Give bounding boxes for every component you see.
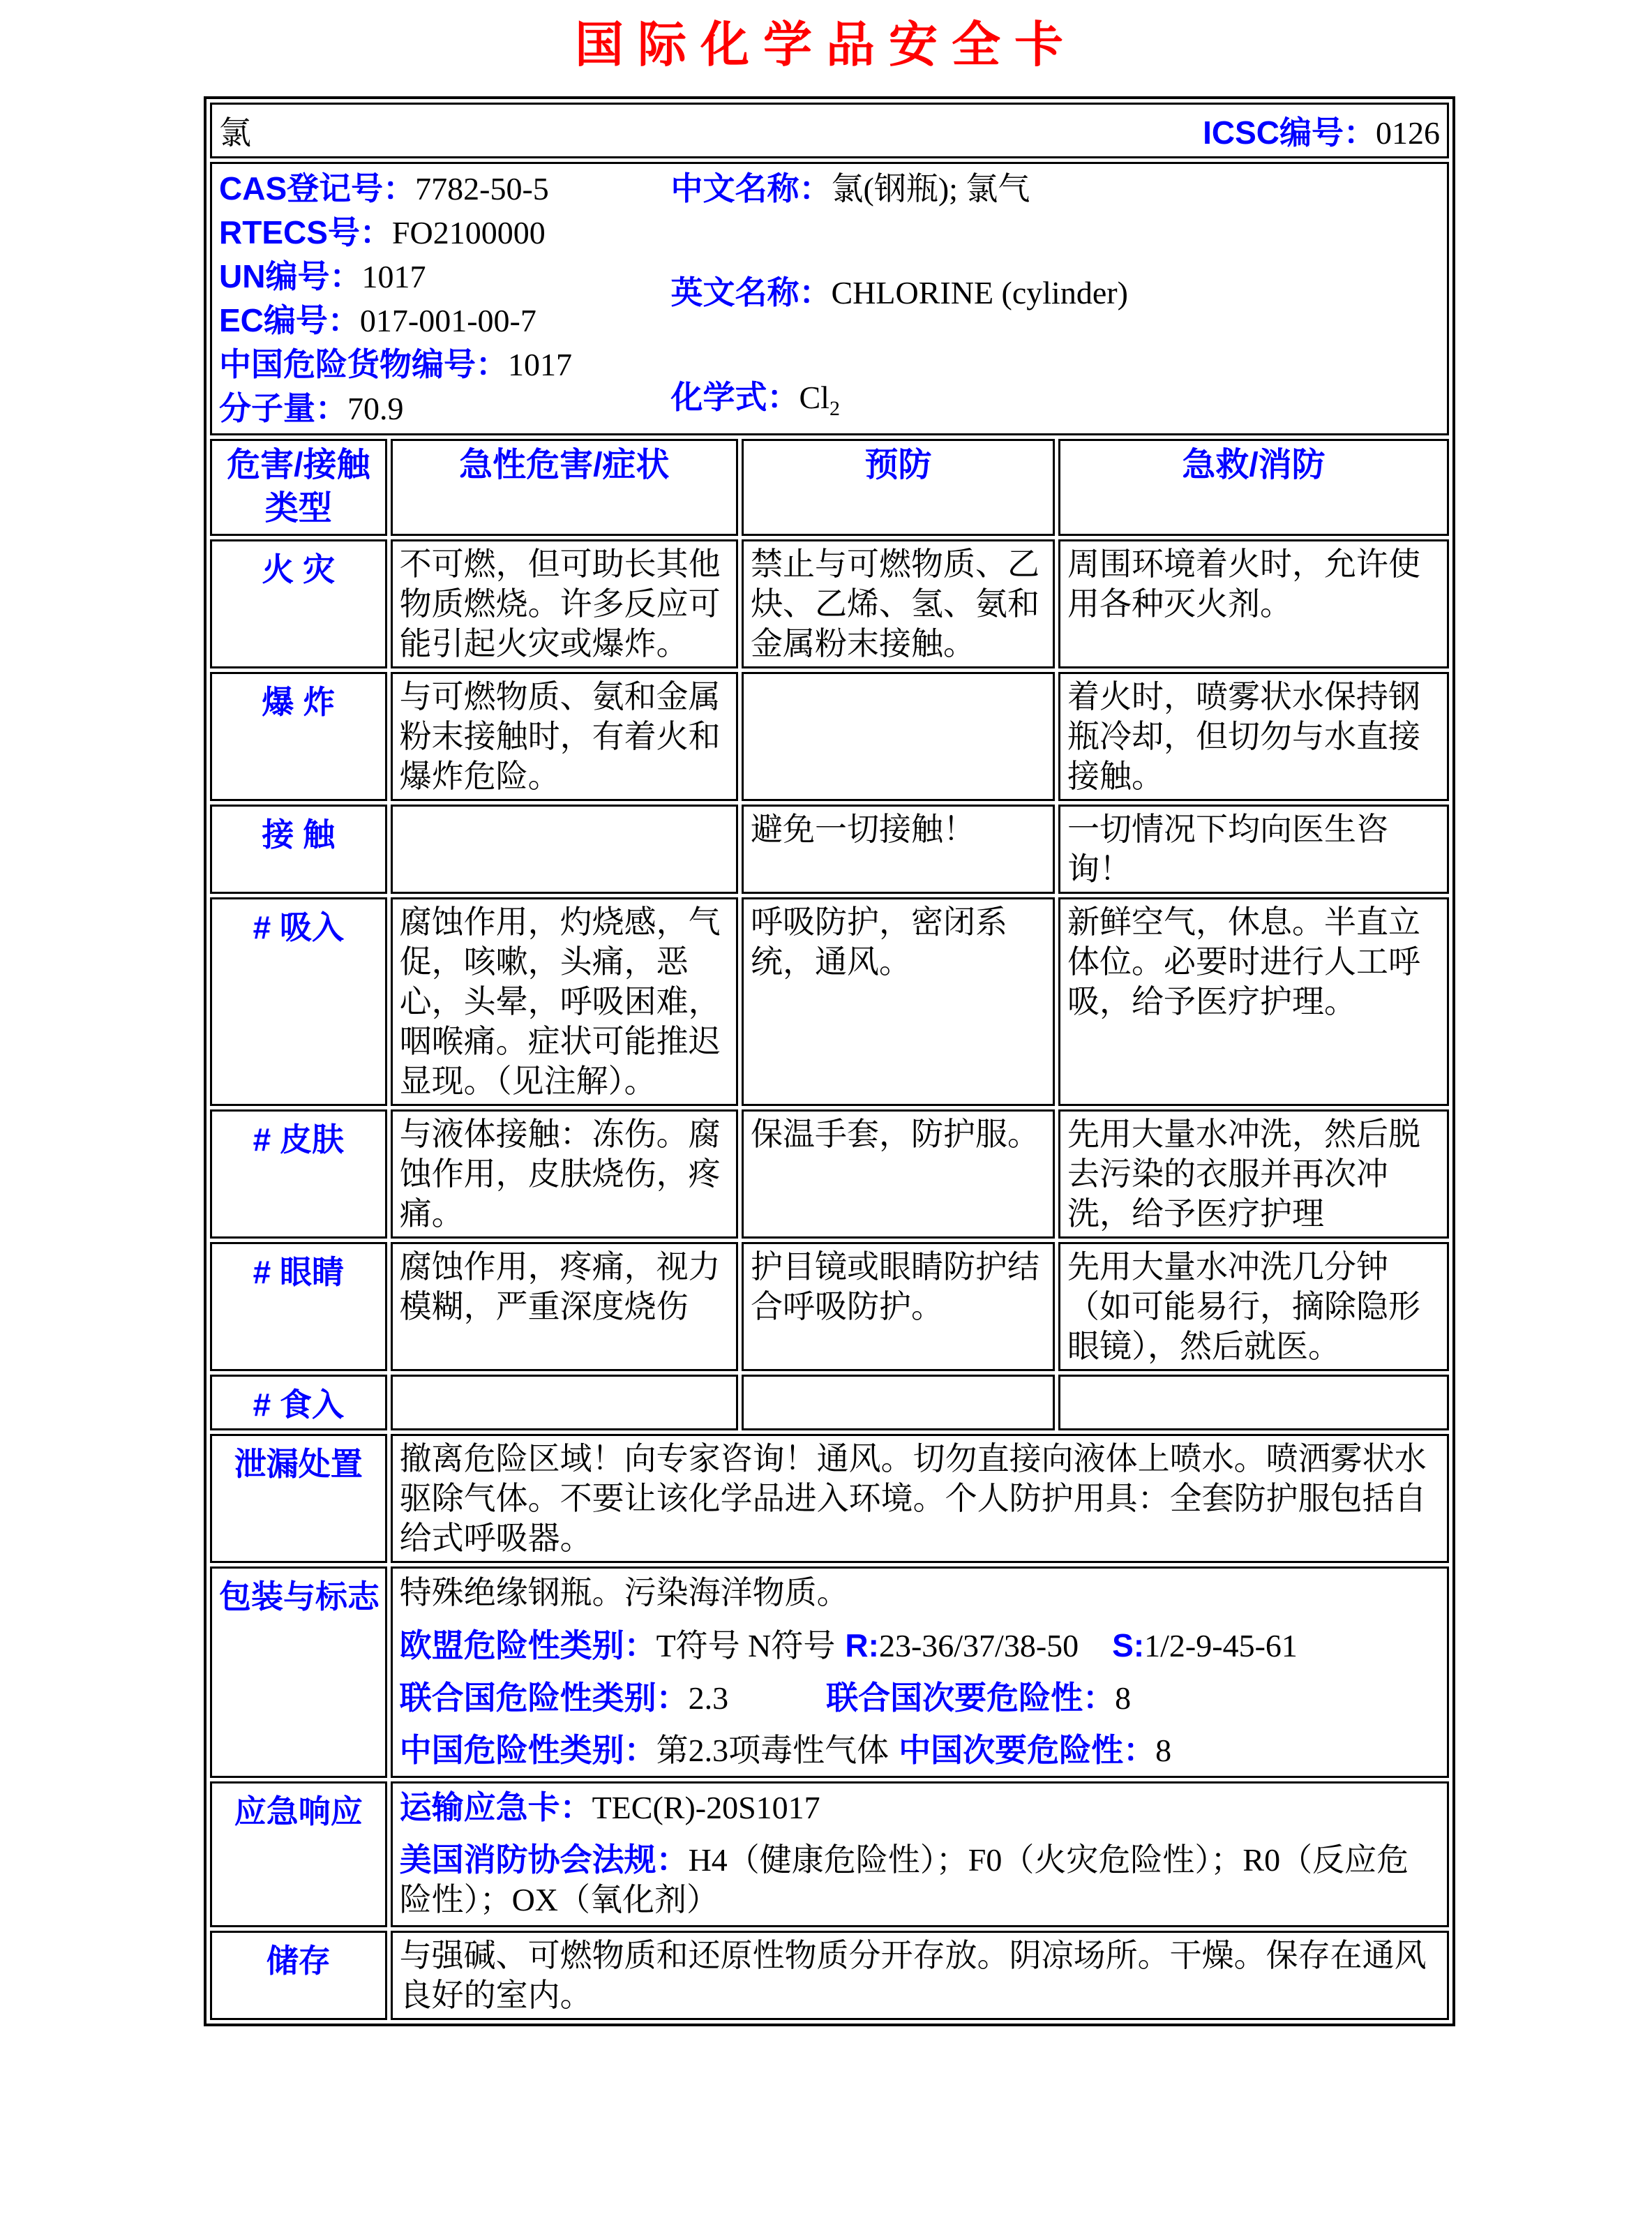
col-header-first-aid: 急救/消防 bbox=[1058, 439, 1449, 536]
hazard-row-skin bbox=[210, 1109, 1449, 1239]
transport-emergency-card-line: 运输应急卡：TEC(R)-20S1017 bbox=[399, 1788, 820, 1825]
row-label-storage: 储存 bbox=[210, 1931, 387, 2020]
eyes-symptoms: 腐蚀作用，疼痛，视力模糊，严重深度烧伤 bbox=[391, 1242, 738, 1371]
hazard-header-row bbox=[210, 439, 1449, 536]
hazard-row-inhalation bbox=[210, 897, 1449, 1106]
row-label-explosion: 爆 炸 bbox=[210, 672, 387, 801]
eyes-prevention: 护目镜或眼睛防护结合呼吸防护。 bbox=[742, 1242, 1055, 1371]
contact-symptoms bbox=[391, 805, 738, 894]
ingestion-first-aid bbox=[1058, 1375, 1449, 1430]
explosion-prevention bbox=[742, 672, 1055, 801]
substance-name: 氯 bbox=[219, 115, 251, 151]
icsc-number: 0126 bbox=[1376, 115, 1440, 151]
row-label-packaging: 包装与标志 bbox=[210, 1566, 387, 1777]
hazard-row-eyes bbox=[210, 1242, 1449, 1371]
name-row bbox=[210, 103, 1449, 158]
fire-first-aid: 周围环境着火时，允许使用各种灭火剂。 bbox=[1058, 539, 1449, 668]
packaging-un-line: 联合国危险性类别：2.3 联合国次要危险性：8 bbox=[399, 1679, 1132, 1716]
fire-prevention: 禁止与可燃物质、乙炔、乙烯、氢、氨和金属粉末接触。 bbox=[742, 539, 1055, 668]
col-header-hazard-type: 危害/接触类型 bbox=[210, 439, 387, 536]
packaging-general-line: 特殊绝缘钢瓶。污染海洋物质。 bbox=[399, 1575, 849, 1611]
explosion-first-aid: 着火时，喷雾状水保持钢瓶冷却，但切勿与水直接接触。 bbox=[1058, 672, 1449, 801]
packaging-cn-line: 中国危险性类别：第2.3项毒性气体 中国次要危险性：8 bbox=[399, 1731, 1172, 1768]
un-number-line: UN编号：1017 bbox=[219, 258, 426, 294]
china-hazard-class-label: 中国危险性类别： bbox=[399, 1731, 656, 1768]
safety-card-table bbox=[204, 96, 1455, 2026]
tec-label: 运输应急卡： bbox=[399, 1788, 592, 1825]
nfpa-code-line: 美国消防协会法规：H4（健康危险性）；F0（火灾危险性）；R0（反应危险性）；OX（氧化剂） bbox=[399, 1841, 1409, 1917]
s-phrases-label: S: bbox=[1112, 1627, 1145, 1663]
row-label-emergency: 应急响应 bbox=[210, 1781, 387, 1927]
inhalation-symptoms: 腐蚀作用，灼烧感，气促，咳嗽，头痛，恶心，头晕，呼吸困难，咽喉痛。症状可能推迟显现。（见注解）。 bbox=[391, 897, 738, 1106]
cas-number-line: CAS登记号：7782-50-5 bbox=[219, 170, 549, 207]
row-label-inhalation: # 吸入 bbox=[210, 897, 387, 1106]
inhalation-first-aid: 新鲜空气，休息。半直立体位。必要时进行人工呼吸，给予医疗护理。 bbox=[1058, 897, 1449, 1106]
hazard-row-fire bbox=[210, 539, 1449, 668]
col-header-prevention: 预防 bbox=[742, 439, 1055, 536]
un-subsidiary-risk-label: 联合国次要危险性： bbox=[826, 1679, 1116, 1716]
identification-right-column bbox=[671, 167, 1441, 431]
spill-row bbox=[210, 1434, 1449, 1563]
storage-text: 与强碱、可燃物质和还原性物质分开存放。阴凉场所。干燥。保存在通风良好的室内。 bbox=[391, 1931, 1449, 2020]
spill-text: 撤离危险区域！向专家咨询！通风。切勿直接向液体上喷水。喷洒雾状水驱除气体。不要让该化学品进入环境。个人防护用具：全套防护服包括自给式呼吸器。 bbox=[391, 1434, 1449, 1563]
row-label-spill: 泄漏处置 bbox=[210, 1434, 387, 1563]
row-label-eyes: # 眼睛 bbox=[210, 1242, 387, 1371]
molecular-weight-line: 分子量：70.9 bbox=[219, 390, 404, 426]
identification-row bbox=[210, 162, 1449, 435]
fire-symptoms: 不可燃，但可助长其他物质燃烧。许多反应可能引起火灾或爆炸。 bbox=[391, 539, 738, 668]
english-name-line: 英文名称：CHLORINE (cylinder) bbox=[670, 274, 1128, 311]
packaging-row bbox=[210, 1566, 1449, 1777]
row-label-ingestion: # 食入 bbox=[210, 1375, 387, 1430]
rtecs-number-line: RTECS号：FO2100000 bbox=[219, 214, 546, 250]
un-hazard-class-label: 联合国危险性类别： bbox=[399, 1679, 689, 1716]
formula-subscript: 2 bbox=[829, 397, 840, 420]
chinese-name-line: 中文名称：氯(钢瓶); 氯气 bbox=[670, 170, 1030, 207]
contact-first-aid: 一切情况下均向医生咨询！ bbox=[1058, 805, 1449, 894]
ec-number-line: EC编号：017-001-00-7 bbox=[219, 302, 536, 338]
china-dg-number-line: 中国危险货物编号：1017 bbox=[219, 346, 572, 382]
r-phrases-label: R: bbox=[845, 1627, 879, 1663]
row-label-contact: 接 触 bbox=[210, 805, 387, 894]
explosion-symptoms: 与可燃物质、氨和金属粉末接触时，有着火和爆炸危险。 bbox=[391, 672, 738, 801]
storage-row bbox=[210, 1931, 1449, 2020]
hazard-row-ingestion bbox=[210, 1375, 1449, 1430]
ingestion-prevention bbox=[742, 1375, 1055, 1430]
row-label-skin: # 皮肤 bbox=[210, 1109, 387, 1239]
china-subsidiary-risk-label: 中国次要危险性： bbox=[899, 1731, 1156, 1768]
row-label-fire: 火 灾 bbox=[210, 539, 387, 668]
icsc-number-group bbox=[1203, 107, 1440, 154]
nfpa-label: 美国消防协会法规： bbox=[399, 1841, 689, 1878]
icsc-label: ICSC编号： bbox=[1203, 114, 1376, 151]
emergency-row bbox=[210, 1781, 1449, 1927]
page-title: 国际化学品安全卡 bbox=[575, 19, 1077, 73]
eyes-first-aid: 先用大量水冲洗几分钟（如可能易行，摘除隐形眼镜），然后就医。 bbox=[1058, 1242, 1449, 1371]
skin-symptoms: 与液体接触：冻伤。腐蚀作用，皮肤烧伤，疼痛。 bbox=[391, 1109, 738, 1239]
skin-prevention: 保温手套，防护服。 bbox=[742, 1109, 1055, 1239]
skin-first-aid: 先用大量水冲洗，然后脱去污染的衣服并再次冲洗，给予医疗护理 bbox=[1058, 1109, 1449, 1239]
identification-left-column bbox=[219, 167, 671, 431]
hazard-row-contact bbox=[210, 805, 1449, 894]
eu-hazard-class-label: 欧盟危险性类别： bbox=[399, 1627, 656, 1663]
inhalation-prevention: 呼吸防护，密闭系统，通风。 bbox=[742, 897, 1055, 1106]
packaging-eu-line: 欧盟危险性类别：T符号 N符号 R:23-36/37/38-50 S:1/2-9-45-61 bbox=[399, 1627, 1298, 1663]
chemical-formula-line: 化学式：$Cl_2$ bbox=[670, 378, 840, 420]
hazard-row-explosion bbox=[210, 672, 1449, 801]
contact-prevention: 避免一切接触！ bbox=[742, 805, 1055, 894]
col-header-symptoms: 急性危害/症状 bbox=[391, 439, 738, 536]
ingestion-symptoms bbox=[391, 1375, 738, 1430]
